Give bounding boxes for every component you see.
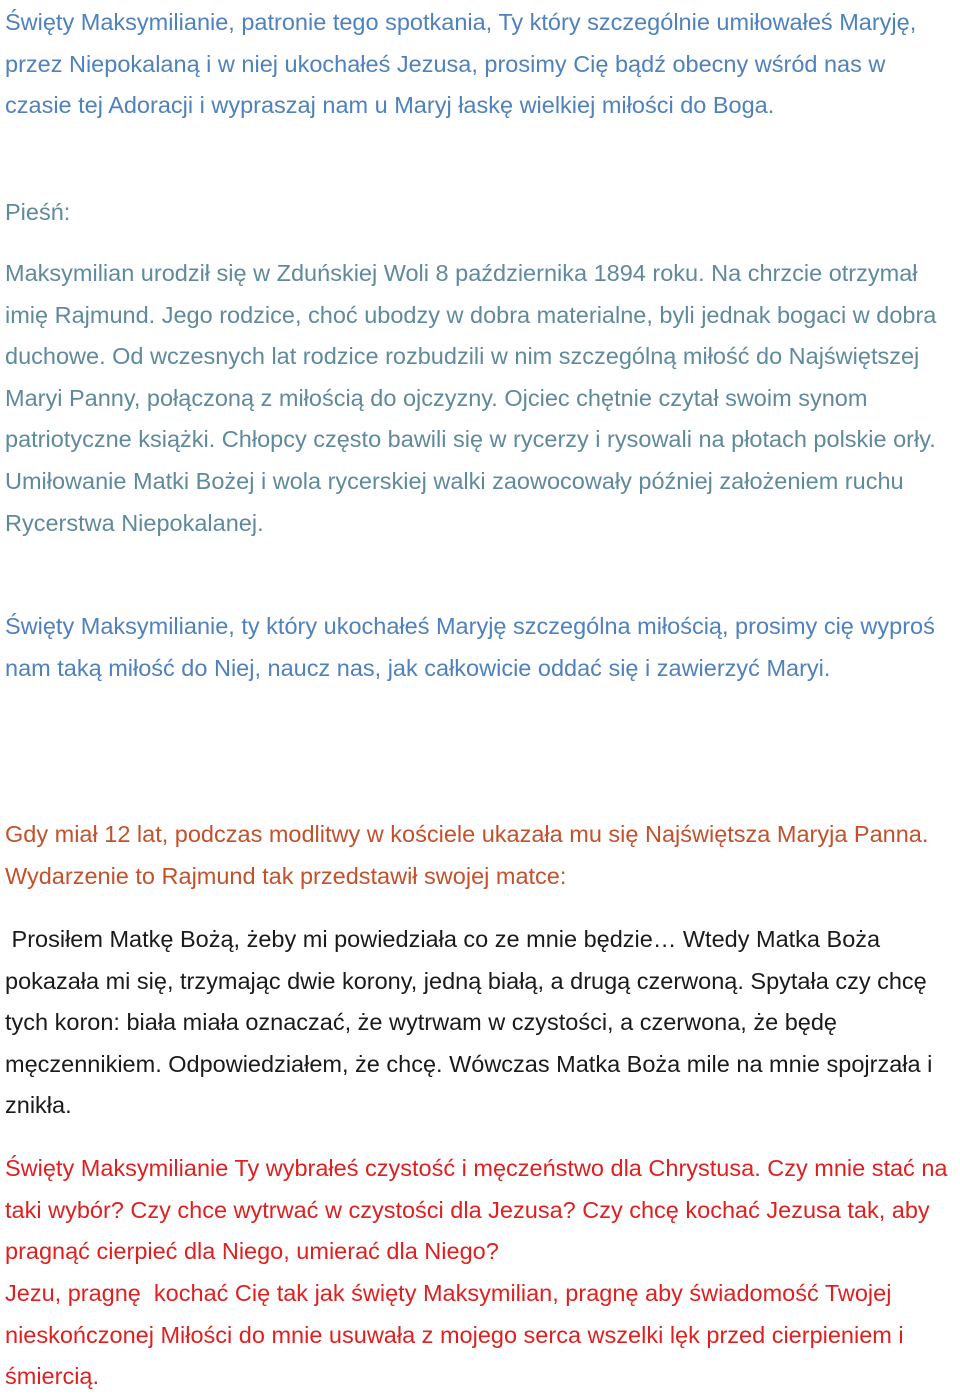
vision-quote-paragraph: Prosiłem Matkę Bożą, żeby mi powiedziała co ze mnie będzie… Wtedy Matka Boża pokazała mi się, trzymając dwie korony, jedną białą, a drugą czerwoną. Spytała czy chcę tych koron: biała miała oznaczać, że wytrwam w czystości, a czerwona, że będę męczennikiem. Odpowiedziałem, że chcę. Wówczas Matka Boża mile na mnie spojrzała i znikła. (5, 926, 939, 1119)
biography-paragraph: Maksymilian urodził się w Zduńskiej Woli 8 października 1894 roku. Na chrzcie otrzymał imię Rajmund. Jego rodzice, choć ubodzy w dobra materialne, byli jednak bogaci w dobra duchowe. Od wczesnych lat rodzice rozbudzili w nim szczególną miłość do Najświętszej Maryi Panny, połączoną z miłością do ojczyzny. Ojciec chętnie czytał swoim synom patriotyczne książki. Chłopcy często bawili się w rycerzy i rysowali na płotach polskie orły. Umiłowanie Matki Bożej i wola rycerskiej walki zaowocowały później założeniem ruchu Rycerstwa Niepokalanej. (5, 260, 937, 536)
vision-intro-paragraph: Gdy miał 12 lat, podczas modlitwy w kościele ukazała mu się Najświętsza Maryja Panna. Wydarzenie to Rajmund tak przedstawił swojej matce: (5, 821, 929, 889)
prayer-opening-paragraph: Święty Maksymilianie, patronie tego spotkania, Ty który szczególnie umiłowałeś Maryję, przez Niepokalaną i w niej ukochałeś Jezusa, prosimy Cię bądź obecny wśród nas w czasie tej Adoracji i wypraszaj nam u Maryj łaskę wielkiej miłości do Boga. (5, 9, 917, 119)
song-label: Pieśń: (5, 199, 71, 225)
prayer-final-paragraph: Jezu, pragnę kochać Cię tak jak święty Maksymilian, pragnę aby świadomość Twojej nieskończonej Miłości do mnie usuwała z mojego serca wszelki lęk przed cierpieniem i śmiercią. (5, 1280, 911, 1390)
prayer-love-paragraph: Święty Maksymilianie, ty który ukochałeś Maryję szczególna miłością, prosimy cię wyproś nam taką miłość do Niej, naucz nas, jak całkowicie oddać się i zawierzyć Maryi. (5, 613, 935, 681)
prayer-choice-paragraph: Święty Maksymilianie Ty wybrałeś czystość i męczeństwo dla Chrystusa. Czy mnie stać na taki wybór? Czy chce wytrwać w czystości dla Jezusa? Czy chcę kochać Jezusa tak, aby pragnąć cierpieć dla Niego, umierać dla Niego? (5, 1155, 948, 1265)
